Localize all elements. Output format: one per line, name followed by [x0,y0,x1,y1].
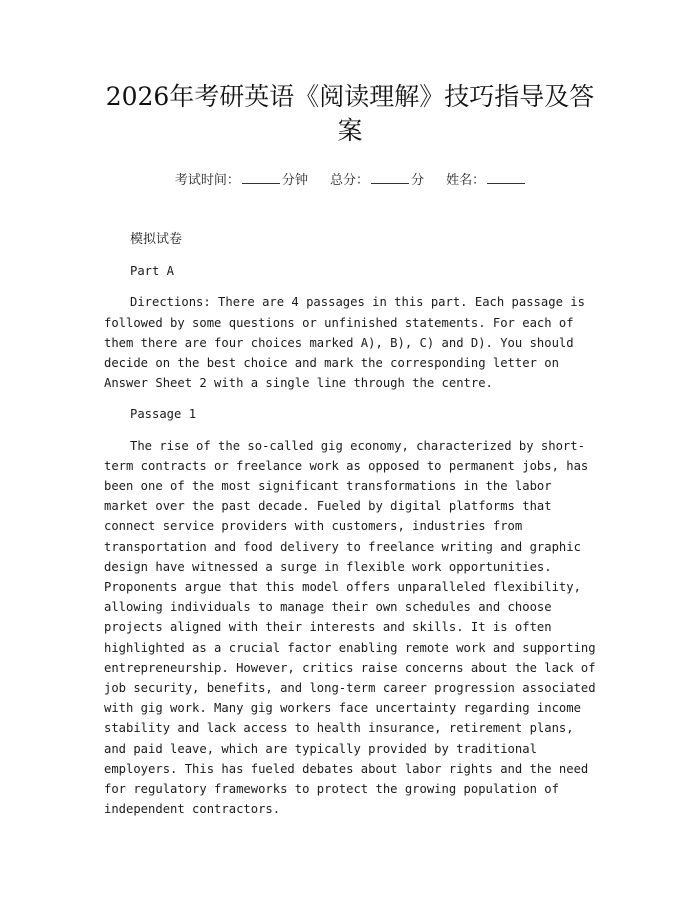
section-label: 模拟试卷 [130,232,183,247]
name-field [446,169,525,188]
total-score-unit: 分 [411,173,425,188]
exam-info-line [0,169,700,188]
part-label: Part A [130,264,175,279]
total-score-field [330,169,424,188]
document-title: 2026年考研英语《阅读理解》技巧指导及答案 [105,82,595,145]
total-score-label: 总分： [329,173,369,188]
document-body [104,230,600,830]
passage-paragraph: The rise of the so-called gig economy, characterized by short-term contracts or freelance work as opposed to permanent jobs, has been one of the most significant transformations in the labor market over the past decade. Fueled by digital platforms that connect service providers with customers, industries from transportation and food delivery to freelance writing and graphic design have witnessed a surge in flexible work opportunities. Proponents argue that this model offers unparalleled flexibility, allowing individuals to manage their own schedules and choose projects aligned with their interests and skills. It is often highlighted as a crucial factor enabling remote work and supporting entrepreneurship. However, critics raise concerns about the lack of job security, benefits, and long-term career progression associated with gig work. Many gig workers face uncertainty regarding income stability and lack access to health insurance, retirement plans, and paid leave, which are typically provided by traditional employers. This has fueled debates about labor rights and the need for regulatory frameworks to protect the growing population of independent contractors. [104,438,596,817]
total-score-blank [371,171,409,184]
exam-time-field [175,169,308,188]
name-label: 姓名： [446,173,486,188]
directions-paragraph: Directions: There are 4 passages in this part. Each passage is followed by some questions or unfinished statements. For each of them there are four choices marked A), B), C) and D). You should decide on the best choice and mark the corresponding letter on Answer Sheet 2 with a single line through the centre. [104,295,585,391]
passage-label: Passage 1 [130,407,197,422]
exam-time-unit: 分钟 [281,173,308,188]
name-blank [487,171,525,184]
exam-time-blank [242,171,280,184]
exam-time-label: 考试时间： [174,173,240,188]
